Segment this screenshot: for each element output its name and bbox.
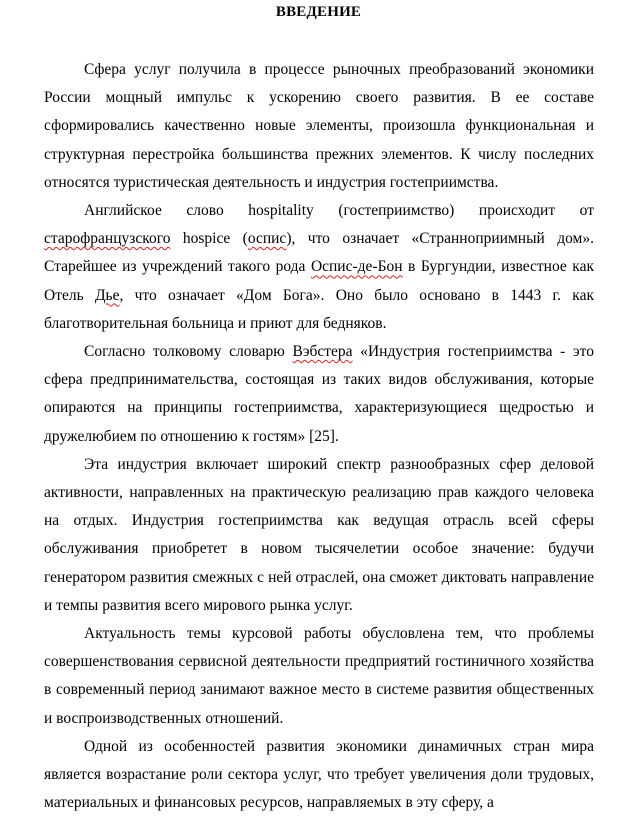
text-run: «Индустрия гостеприимства - это сфера предпринимательства, состоящая из таких видов обслуживания, которые опираются на принципы гостеприимства, характеризующиеся щедростью и дружелюбием по отношению к гостям» [25].: [44, 343, 594, 445]
misspelled-word[interactable]: Вэбстера: [292, 343, 353, 361]
document-title: ВВЕДЕНИЕ: [275, 4, 362, 20]
document-body: [44, 56, 594, 817]
text-run: в Бургундии, известное как Отель: [44, 258, 594, 304]
paragraph: [44, 733, 594, 817]
misspelled-word[interactable]: Оспис-де-Бон: [310, 258, 403, 276]
paragraph: [44, 338, 594, 451]
misspelled-word[interactable]: оспис: [247, 230, 287, 248]
paragraph: [44, 451, 594, 620]
text-run: Согласно толковому словарю: [84, 343, 293, 361]
text-run: , что означает «Дом Бога». Оно было основано в 1443 г. как благотворительная больница и приют для бедняков.: [44, 286, 594, 332]
text-run: Эта индустрия включает широкий спектр разнообразных сфер деловой активности, направленных на практическую реализацию прав каждого человека на отдых. Индустрия гостеприимства как ведущая отрасль всей сферы обслуживания приобретет в новом тысячелетии особое значение: будучи генератором развития смежных с ней отраслей, она сможет диктовать направление и темпы развития всего мирового рынка услуг.: [44, 455, 594, 614]
text-run: Сфера услуг получила в процессе рыночных преобразований экономики России мощный импульс к ускорению своего развития. В ее составе сформировались качественно новые элементы, произошла функциональная и структурная перестройка большинства прежних элементов. К числу последних относятся туристическая деятельность и индустрия гостеприимства.: [44, 61, 594, 191]
text-run: Английское слово hospitality (гостеприимство) происходит от: [84, 202, 594, 220]
misspelled-word[interactable]: Дье: [94, 286, 120, 304]
text-run: hospice (: [170, 230, 248, 248]
text-run: ), что означает «Странноприимный дом». Старейшее из учреждений такого рода: [44, 230, 594, 276]
text-run: Актуальность темы курсовой работы обусловлена тем, что проблемы совершенствования сервисной деятельности предприятий гостиничного хозяйства в современный период занимают важное место в системе развития общественных и воспроизводственных отношений.: [44, 625, 594, 727]
paragraph: [44, 197, 594, 338]
paragraph: [44, 56, 594, 197]
paragraph: [44, 620, 594, 733]
text-run: Одной из особенностей развития экономики динамичных стран мира является возрастание роли сектора услуг, что требует увеличения доли трудовых, материальных и финансовых ресурсов, направляемых в эту сферу, а: [44, 737, 594, 812]
misspelled-word[interactable]: старофранцузского: [44, 230, 171, 248]
